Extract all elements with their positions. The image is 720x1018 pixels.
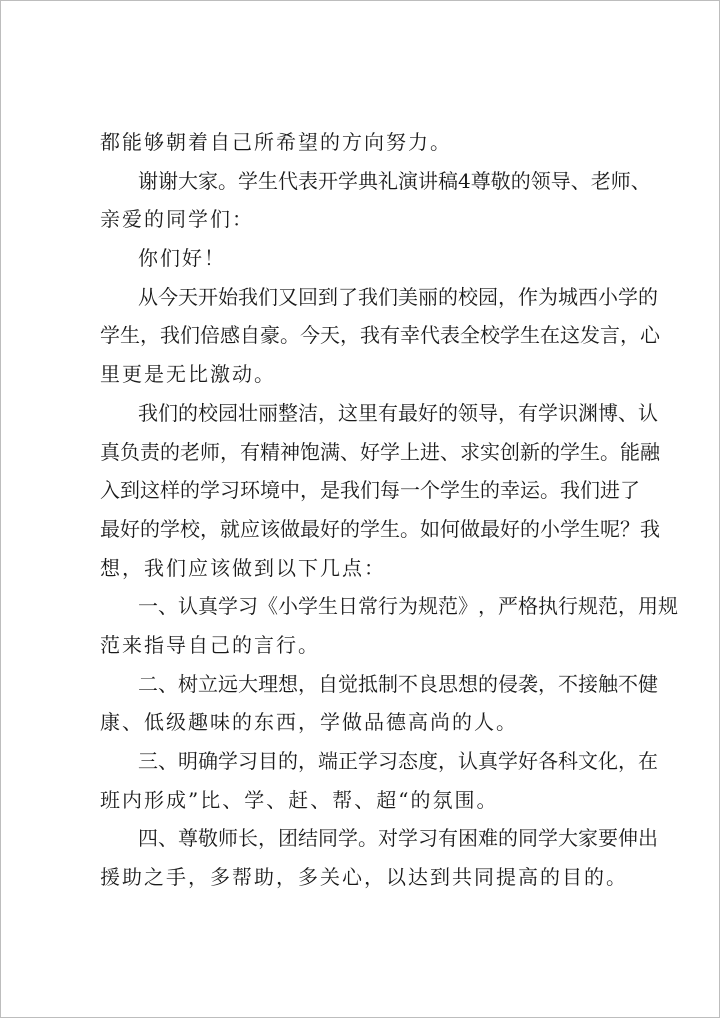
text-line: 从 今 天 开 始 我 们 又 回 到 了 我 们 美 丽 的 校 园 ， 作 为 城 西 小 学 的 — [138, 284, 658, 309]
text-line: 你们好！ — [138, 246, 226, 271]
text-line: 二 、 树 立 远 大 理 想 ， 自 觉 抵 制 不 良 思 想 的 侵 袭 ， 不 接 触 不 健 — [138, 671, 658, 696]
text-line: 入 到 这 样 的 学 习 环 境 中 ， 是 我 们 每 一 个 学 生 的 幸 运 。 我 们 进 了 — [100, 478, 640, 503]
text-line: 亲爱的同学们： — [100, 207, 254, 232]
text-line: 三 、 明 确 学 习 目 的 ， 端 正 学 习 态 度 ， 认 真 学 好 各 科 文 化 ， 在 — [138, 749, 658, 773]
text-line: 都能够朝着自己所希望的方向努力。 — [100, 130, 452, 154]
text-line: 里更是无比激动。 — [100, 362, 276, 387]
text-line: 一 、 认 真 学 习 《 小 学 生 日 常 行 为 规 范 》 ， 严 格 执 行 规 范 ， 用 规 — [138, 594, 678, 619]
text-line: 范来指导自己的言行。 — [100, 632, 320, 657]
text-line: 谢 谢 大 家 。 学 生 代 表 开 学 典 礼 演 讲 稿 4 尊 敬 的 领 导 、 老 师 、 — [138, 168, 651, 193]
text-line: 我 们 的 校 园 壮 丽 整 洁 ， 这 里 有 最 好 的 领 导 ， 有 学 识 渊 博 、 认 — [138, 400, 658, 425]
text-line: 想，我们应该做到以下几点： — [100, 555, 386, 580]
text-line: 班内形成”比、学、赶、帮、超“的氛围。 — [100, 787, 499, 812]
text-line: 康、低级趣味的东西，学做品德高尚的人。 — [100, 710, 518, 735]
text-line: 援助之手，多帮助，多关心，以达到共同提高的目的。 — [100, 865, 628, 890]
text-line: 最 好 的 学 校 ， 就 应 该 做 最 好 的 学 生 。 如 何 做 最 好 的 小 学 生 呢 ？ 我 — [100, 516, 660, 541]
text-line: 学 生 ， 我 们 倍 感 自 豪 。 今 天 ， 我 有 幸 代 表 全 校 学 生 在 这 发 言 ， 心 — [100, 323, 660, 348]
document-body — [100, 123, 678, 897]
text-line: 四 、 尊 敬 师 长 ， 团 结 同 学 。 对 学 习 有 困 难 的 同 学 大 家 要 伸 出 — [138, 826, 658, 851]
text-line: 真 负 责 的 老 师 ， 有 精 神 饱 满 、 好 学 上 进 、 求 实 创 新 的 学 生 。 能 融 — [100, 439, 660, 464]
